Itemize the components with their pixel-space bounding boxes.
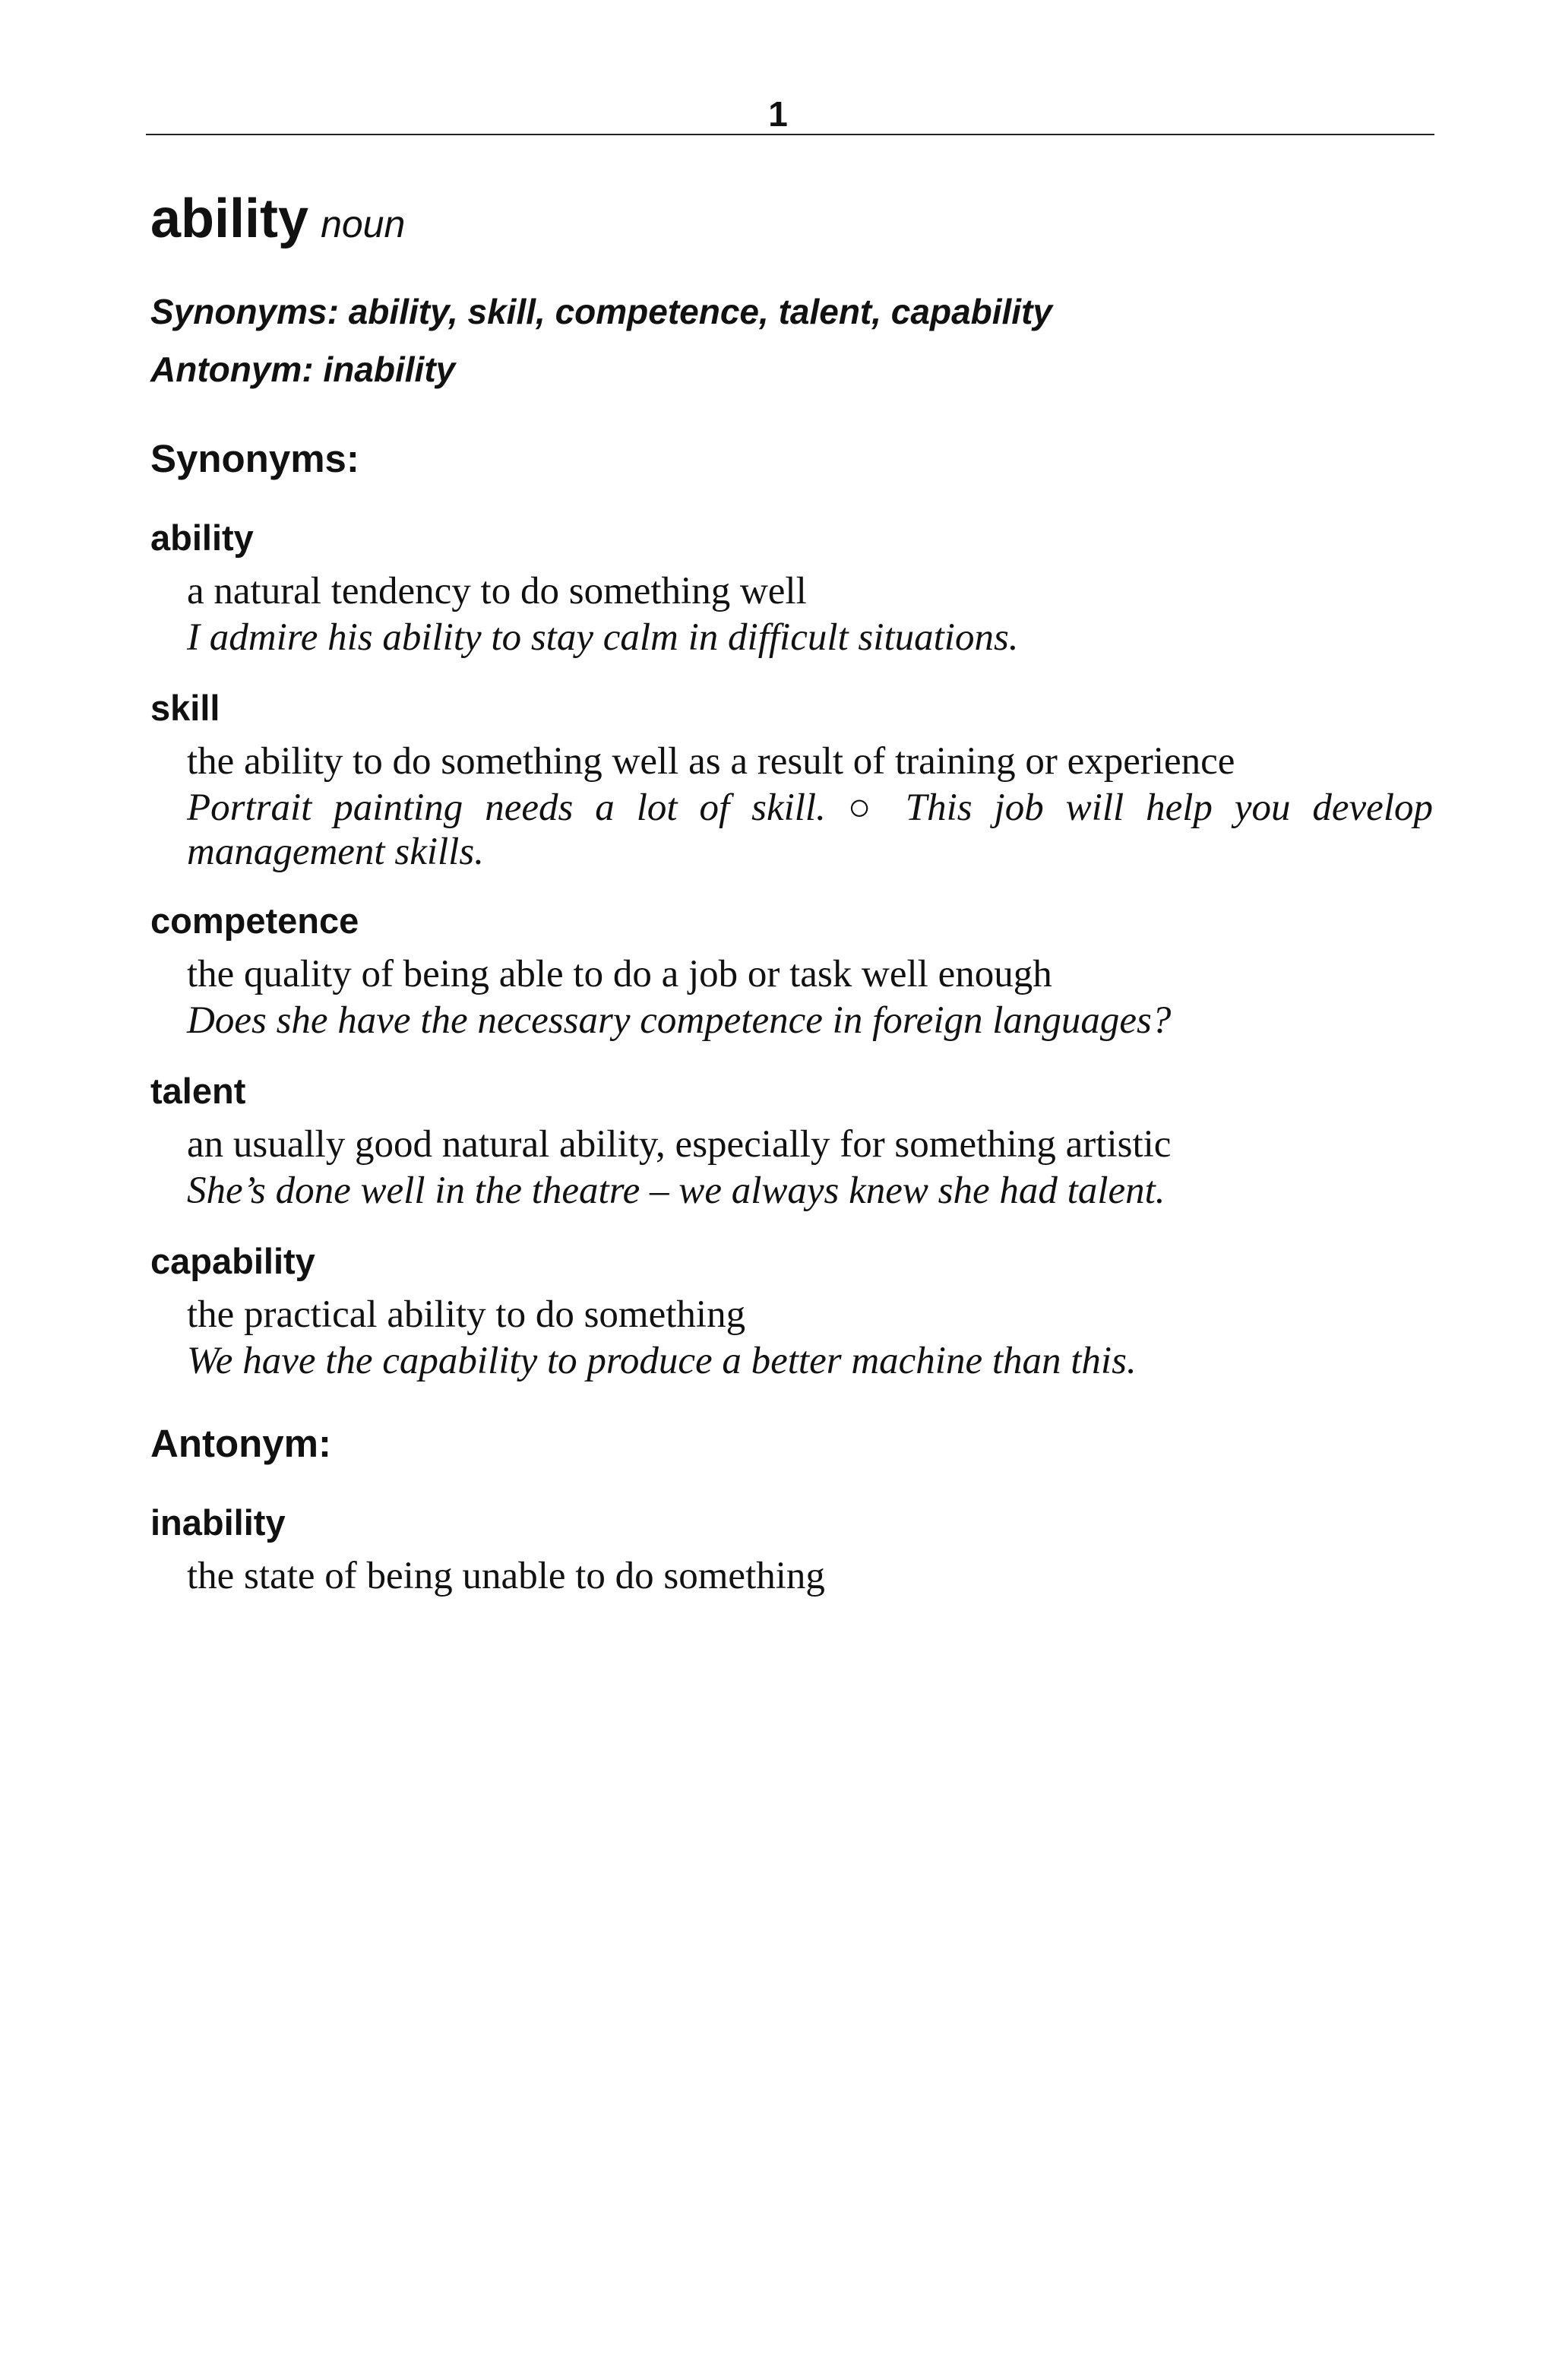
synonym-term: ability: [150, 517, 254, 558]
antonym-summary: Antonym: inability: [150, 350, 456, 389]
antonym-heading: Antonym:: [150, 1422, 331, 1465]
part-of-speech: noun: [321, 203, 406, 245]
synonym-example: She’s done well in the theatre – we always knew she had talent.: [187, 1169, 1165, 1212]
synonym-example: I admire his ability to stay calm in difficult situations.: [187, 616, 1019, 659]
headword: ability: [150, 188, 309, 249]
synonym-term: capability: [150, 1241, 315, 1281]
synonym-definition: the practical ability to do something: [187, 1293, 746, 1336]
antonym-term: inability: [150, 1502, 286, 1543]
header-rule: [146, 134, 1434, 135]
synonym-term: competence: [150, 900, 359, 941]
synonym-term: skill: [150, 688, 220, 728]
synonym-example: We have the capability to produce a better machine than this.: [187, 1340, 1137, 1382]
synonym-definition: a natural tendency to do something well: [187, 570, 807, 612]
synonym-example: Portrait painting needs a lot of skill. ○ This job will help you develop management skills.: [187, 786, 1433, 873]
synonym-definition: the quality of being able to do a job or task well enough: [187, 953, 1052, 995]
synonym-definition: an usually good natural ability, especially for something artistic: [187, 1123, 1172, 1166]
synonym-example: Does she have the necessary competence in foreign languages?: [187, 999, 1172, 1042]
synonyms-summary: Synonyms: ability, skill, competence, talent, capability: [150, 292, 1052, 331]
headword-line: [150, 185, 405, 252]
synonym-definition: the ability to do something well as a result of training or experience: [187, 740, 1235, 783]
synonyms-heading: Synonyms:: [150, 437, 359, 480]
antonym-definition: the state of being unable to do something: [187, 1555, 825, 1597]
page-number: 1: [768, 94, 788, 134]
synonym-term: talent: [150, 1071, 246, 1111]
